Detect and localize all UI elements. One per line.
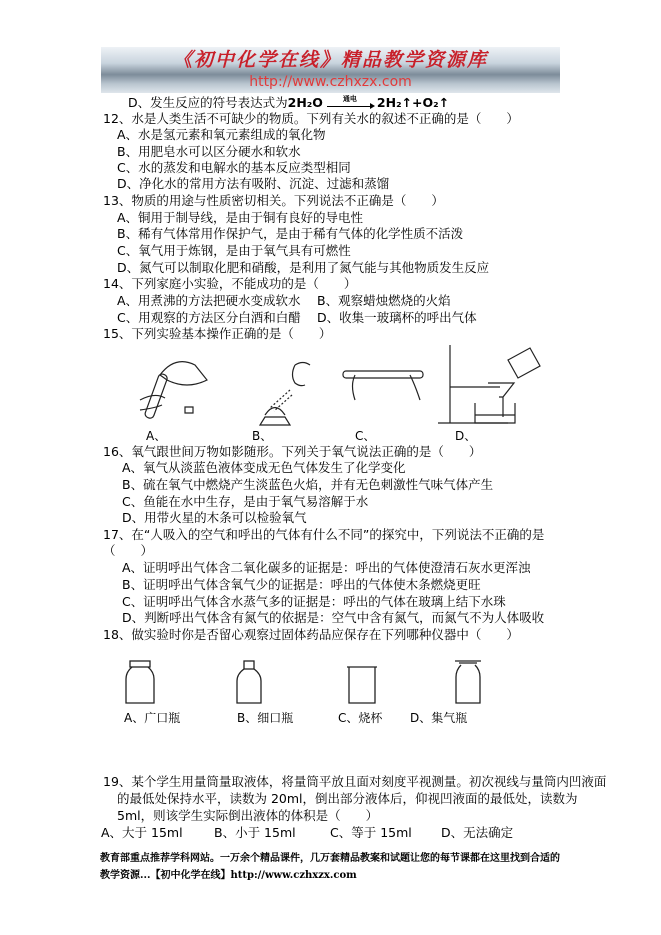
q16-option: B、硫在氧气中燃烧产生淡蓝色火焰，并有无色刺激性气味气体产生 <box>122 477 494 492</box>
q18-stem: 18、做实验时你是否留心观察过固体药品应保存在下列哪种仪器中（ ） <box>103 627 519 642</box>
q18-label-a: A、广口瓶 <box>124 711 181 725</box>
banner-url[interactable]: http://www.czhxzx.com <box>249 74 412 90</box>
q14-option: B、观察蜡烛燃烧的火焰 <box>317 293 451 308</box>
q15-label-c: C、 <box>355 429 376 443</box>
smelling-gas-figure <box>260 363 310 426</box>
q16-option: A、氧气从淡蓝色液体变成无色气体发生了化学变化 <box>122 460 406 475</box>
reaction-arrow <box>325 95 375 110</box>
narrow-mouth-bottle-figure <box>237 661 261 703</box>
q17-option: B、证明呼出气体含氧气少的证据是：呼出的气体使木条燃烧更旺 <box>122 577 481 592</box>
q13-option: A、铜用于制导线，是由于铜有良好的导电性 <box>117 210 364 225</box>
filtration-figure <box>438 345 540 423</box>
gas-collecting-bottle-figure <box>455 661 481 703</box>
q16-option: D、用带火星的木条可以检验氧气 <box>122 510 307 525</box>
q16-stem: 16、氧气跟世间万物如影随形。下列关于氧气说法正确的是（ ） <box>103 444 482 459</box>
q18-label-b: B、细口瓶 <box>237 711 294 725</box>
q17-option: D、判断呼出气体含有氮气的依据是：空气中含有氮气，而氮气不为人体吸收 <box>122 610 545 625</box>
q17-option: A、证明呼出气体含二氧化碳多的证据是：呼出的气体使澄清石灰水更浑浊 <box>122 560 531 575</box>
q18-figures <box>120 655 490 707</box>
pouring-liquid-figure <box>140 362 207 420</box>
reaction-condition: 通电 <box>342 95 357 103</box>
q19-stem: 5ml，则该学生实际倒出液体的体积是（ ） <box>117 808 379 823</box>
arrow-shaft-icon <box>327 106 373 107</box>
q12-stem: 12、水是人类生活不可缺少的物质。下列有关水的叙述不正确的是（ ） <box>103 111 519 126</box>
q17-option: C、证明呼出气体含水蒸气多的证据是：呼出的气体在玻璃上结下水珠 <box>122 594 506 609</box>
q11-option-d <box>128 95 449 111</box>
q15-figures <box>130 345 560 427</box>
q12-option: D、净化水的常用方法有吸附、沉淀、过滤和蒸馏 <box>117 176 390 191</box>
footer-line: 教育部重点推荐学科网站。一万余个精品课件，几万套精品教案和试题让您的每节课都在这里找到合适的 <box>100 853 560 864</box>
q12-option: C、水的蒸发和电解水的基本反应类型相同 <box>117 160 351 175</box>
formula-right: 2H₂↑+O₂↑ <box>376 95 450 110</box>
q14-stem: 14、下列家庭小实验，不能成功的是（ ） <box>103 276 357 291</box>
q15-stem: 15、下列实验基本操作正确的是（ ） <box>103 326 332 341</box>
q13-option: D、氮气可以制取化肥和硝酸，是利用了氮气能与其他物质发生反应 <box>117 260 490 275</box>
q13-stem: 13、物质的用途与性质密切相关。下列说法不正确是（ ） <box>103 193 444 208</box>
q12-option: A、水是氢元素和氧元素组成的氧化物 <box>117 127 326 142</box>
beaker-figure <box>347 667 377 703</box>
q19-option: B、小于 15ml <box>214 825 296 840</box>
footer-link[interactable]: 教学资源...【初中化学在线】http://www.czhxzx.com <box>100 870 357 881</box>
q15-label-b: B、 <box>252 429 273 443</box>
q19-stem: 的最低处保持水平，读数为 20ml，倒出部分液体后，仰视凹液面的最低处，读数为 <box>117 791 578 806</box>
site-banner[interactable] <box>101 47 560 93</box>
q13-option: B、稀有气体常用作保护气，是由于稀有气体的化学性质不活泼 <box>117 226 464 241</box>
q12-option: B、用肥皂水可以区分硬水和软水 <box>117 144 301 159</box>
q17-stem: 17、在“人吸入的空气和呼出的气体有什么不同”的探究中，下列说法不正确的是 <box>103 527 545 542</box>
q13-option: C、氧气用于炼钢，是由于氧气具有可燃性 <box>117 243 351 258</box>
formula-left: 2H₂O <box>287 95 323 110</box>
q19-option: C、等于 15ml <box>330 825 412 840</box>
q18-label-c: C、烧杯 <box>338 711 383 725</box>
q17-stem-bracket: （ ） <box>103 543 154 558</box>
q19-stem: 19、某个学生用量筒量取液体，将量筒平放且面对刻度平视测量。初次视线与量筒内凹液面 <box>103 774 607 789</box>
q19-option: D、无法确定 <box>441 825 514 840</box>
q15-label-d: D、 <box>455 429 477 443</box>
q14-option: C、用观察的方法区分白酒和白醋 <box>117 310 301 325</box>
q19-option: A、大于 15ml <box>101 825 183 840</box>
wide-mouth-bottle-figure <box>126 661 154 703</box>
q14-option: D、收集一玻璃杯的呼出气体 <box>317 310 477 325</box>
q18-label-d: D、集气瓶 <box>410 711 468 725</box>
heating-test-tube-figure <box>343 371 423 400</box>
q14-option: A、用煮沸的方法把硬水变成软水 <box>117 293 301 308</box>
q15-label-a: A、 <box>146 429 167 443</box>
q16-option: C、鱼能在水中生存，是由于氧气易溶解于水 <box>122 494 369 509</box>
banner-title: 《初中化学在线》精品教学资源库 <box>172 49 488 71</box>
q11d-prefix: D、发生反应的符号表达式为 <box>128 95 288 110</box>
